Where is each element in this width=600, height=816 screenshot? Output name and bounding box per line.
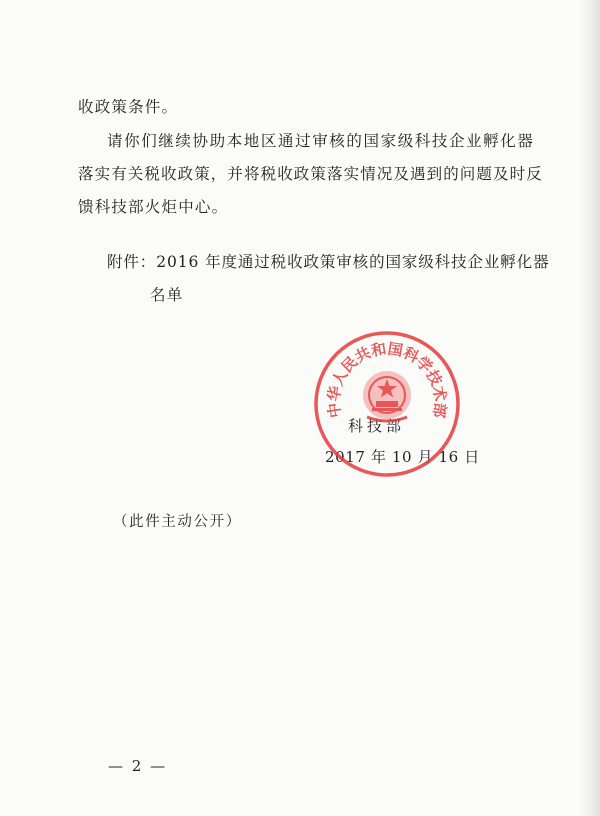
- issue-date: 2017 年 10 月 16 日: [325, 448, 480, 466]
- page-edge-shadow: [578, 0, 600, 816]
- body-line-3: 落实有关税收政策，并将税收政策落实情况及遇到的问题及时反: [78, 165, 543, 183]
- seal-arc-text: 中华人民共和国科学技术部: [324, 339, 450, 419]
- attachment-line-2: 名单: [150, 286, 184, 304]
- body-line-4: 馈科技部火炬中心。: [78, 198, 229, 216]
- issuer-name: 科技部: [348, 417, 406, 435]
- attachment-line-1: 附件：2016 年度通过税收政策审核的国家级科技企业孵化器: [107, 253, 550, 271]
- disclosure-note: （此件主动公开）: [113, 514, 242, 530]
- body-line-2: 请你们继续协助本地区通过审核的国家级科技企业孵化器: [107, 132, 535, 150]
- page-number: — 2 —: [108, 757, 168, 775]
- official-seal-stamp: [312, 329, 462, 479]
- national-emblem-icon: [363, 371, 411, 421]
- body-line-1: 收政策条件。: [78, 98, 179, 116]
